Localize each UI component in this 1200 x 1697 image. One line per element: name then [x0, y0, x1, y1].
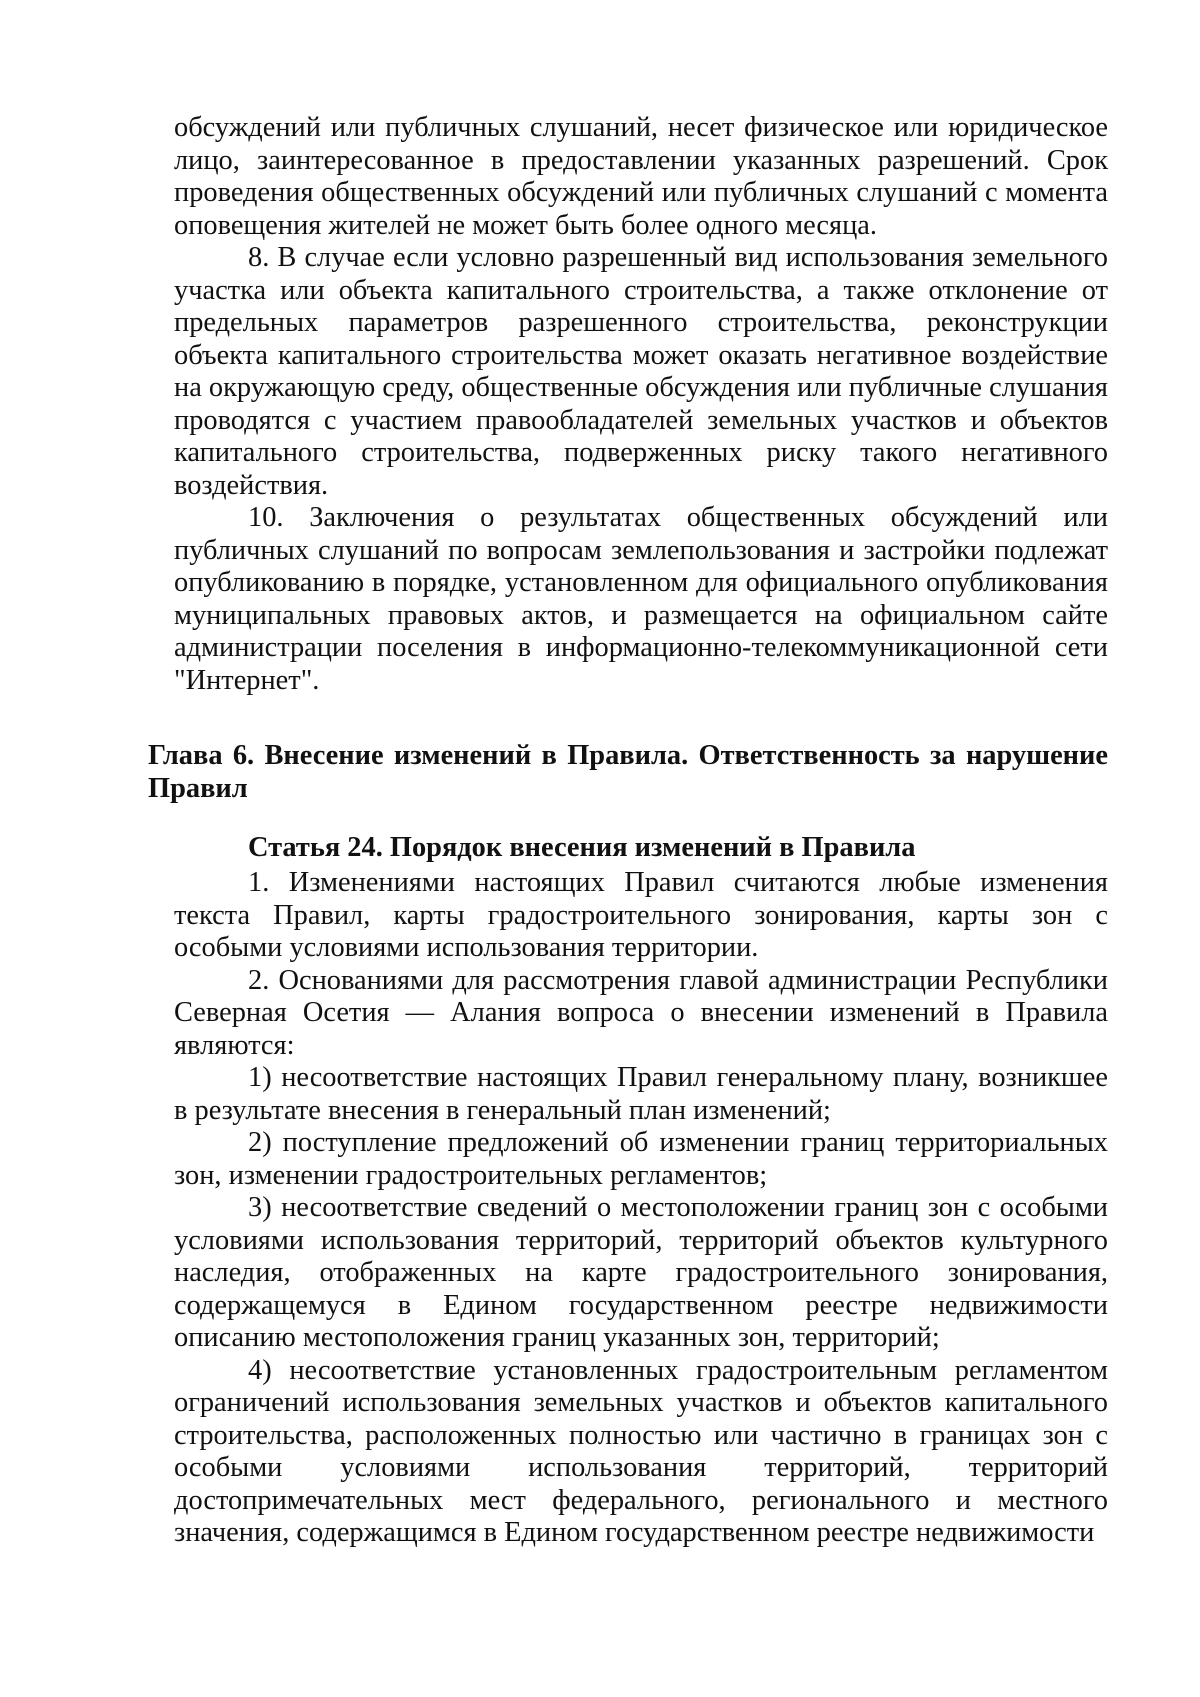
article-subitem-1: 1) несоответствие настоящих Правил генеральному плану, возникшее в результате внесения в генеральный план изменений;: [174, 1062, 1108, 1126]
paragraph-item-10: 10. Заключения о результатах общественных обсуждений или публичных слушаний по вопросам землепользования и застройки подлежат опубликованию в порядке, установленном для официального опубликования муниципальных правовых актов, и размещается на официальном сайте администрации поселения в информационно-телекоммуникационной сети "Интернет".: [174, 502, 1108, 696]
document-body-article: [174, 867, 1108, 1550]
paragraph-item-8: 8. В случае если условно разрешенный вид использования земельного участка или объекта капитального строительства, а также отклонение от предельных параметров разрешенного строительства, реконструкции объекта капитального строительства может оказать негативное воздействие на окружающую среду, общественные обсуждения или публичные слушания проводятся с участием правообладателей земельных участков и объектов капитального строительства, подверженных риску такого негативного воздействия.: [174, 242, 1108, 501]
article-paragraph-2: 2. Основаниями для рассмотрения главой администрации Республики Северная Осетия — Алания вопроса о внесении изменений в Правила являются:: [174, 964, 1108, 1061]
article-paragraph-1: 1. Изменениями настоящих Правил считаются любые изменения текста Правил, карты градостроительного зонирования, карты зон с особыми условиями использования территории.: [174, 867, 1108, 963]
article-subitem-3: 3) несоответствие сведений о местоположении границ зон с особыми условиями использования территорий, территорий объектов культурного наследия, отображенных на карте градостроительного зонирования, содержащемуся в Едином государственном реестре недвижимости описанию местоположения границ указанных зон, территорий;: [174, 1192, 1108, 1353]
paragraph-continuation: обсуждений или публичных слушаний, несет физическое или юридическое лицо, заинтересованное в предоставлении указанных разрешений. Срок проведения общественных обсуждений или публичных слушаний с момента оповещения жителей не может быть более одного месяца.: [174, 112, 1108, 241]
article-heading: Статья 24. Порядок внесения изменений в Правила: [248, 832, 916, 863]
document-body-top: [174, 112, 1108, 697]
article-subitem-4: 4) несоответствие установленных градостроительным регламентом ограничений использования земельных участков и объектов капитального строительства, расположенных полностью или частично в границах зон с особыми условиями использования территорий, территорий достопримечательных мест федерального, регионального и местного значения, содержащимся в Едином государственном реестре недвижимости: [174, 1354, 1108, 1548]
article-subitem-2: 2) поступление предложений об изменении границ территориальных зон, изменении градостроительных регламентов;: [174, 1127, 1108, 1191]
chapter-heading: Глава 6. Внесение изменений в Правила. Ответственность за нарушение Правил: [148, 740, 1108, 804]
